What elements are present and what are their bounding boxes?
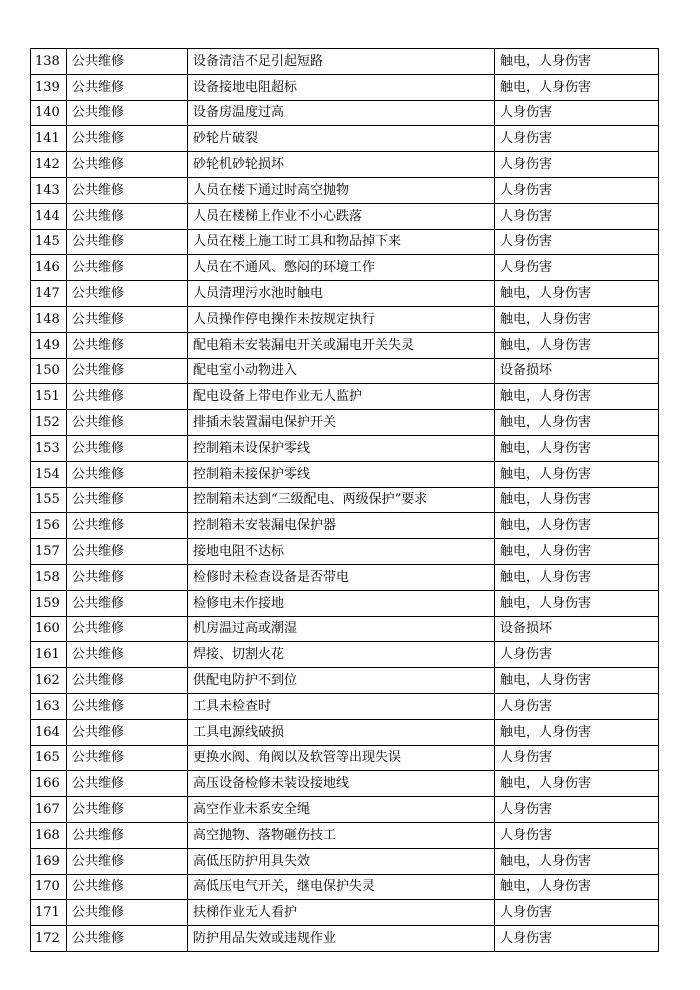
row-category: 公共维修 — [67, 306, 188, 332]
row-number: 148 — [31, 306, 67, 332]
table-row — [31, 822, 659, 848]
row-hazard: 检修时未检查设备是否带电 — [188, 564, 495, 590]
row-result: 设备损坏 — [495, 616, 659, 642]
table-row — [31, 642, 659, 668]
table-row — [31, 487, 659, 513]
hazard-table-body — [31, 49, 659, 952]
row-number: 149 — [31, 332, 67, 358]
table-row — [31, 719, 659, 745]
row-result: 触电，人身伤害 — [495, 719, 659, 745]
row-number: 157 — [31, 539, 67, 565]
row-number: 144 — [31, 203, 67, 229]
row-result: 人身伤害 — [495, 822, 659, 848]
row-result: 触电，人身伤害 — [495, 74, 659, 100]
row-hazard: 人员在不通风、憋闷的环境工作 — [188, 255, 495, 281]
row-hazard: 设备房温度过高 — [188, 100, 495, 126]
table-row — [31, 384, 659, 410]
table-row — [31, 616, 659, 642]
row-hazard: 工具电源线破损 — [188, 719, 495, 745]
row-result: 触电，人身伤害 — [495, 668, 659, 694]
table-row — [31, 590, 659, 616]
table-row — [31, 126, 659, 152]
table-row — [31, 435, 659, 461]
table-row — [31, 74, 659, 100]
row-hazard: 高空抛物、落物砸伤技工 — [188, 822, 495, 848]
row-result: 触电，人身伤害 — [495, 461, 659, 487]
row-result: 人身伤害 — [495, 926, 659, 952]
row-number: 167 — [31, 797, 67, 823]
row-hazard: 砂轮片破裂 — [188, 126, 495, 152]
row-number: 156 — [31, 513, 67, 539]
row-category: 公共维修 — [67, 229, 188, 255]
row-hazard: 机房温过高或潮湿 — [188, 616, 495, 642]
row-category: 公共维修 — [67, 152, 188, 178]
row-number: 168 — [31, 822, 67, 848]
row-hazard: 配电箱未安装漏电开关或漏电开关失灵 — [188, 332, 495, 358]
row-result: 触电，人身伤害 — [495, 848, 659, 874]
row-number: 165 — [31, 745, 67, 771]
row-category: 公共维修 — [67, 822, 188, 848]
row-number: 163 — [31, 693, 67, 719]
row-category: 公共维修 — [67, 126, 188, 152]
row-hazard: 砂轮机砂轮损坏 — [188, 152, 495, 178]
row-category: 公共维修 — [67, 203, 188, 229]
row-result: 人身伤害 — [495, 177, 659, 203]
row-number: 159 — [31, 590, 67, 616]
row-result: 触电，人身伤害 — [495, 332, 659, 358]
table-row — [31, 229, 659, 255]
table-row — [31, 539, 659, 565]
table-row — [31, 332, 659, 358]
row-category: 公共维修 — [67, 848, 188, 874]
row-hazard: 供配电防护不到位 — [188, 668, 495, 694]
row-hazard: 人员在楼梯上作业不小心跌落 — [188, 203, 495, 229]
row-category: 公共维修 — [67, 900, 188, 926]
row-category: 公共维修 — [67, 461, 188, 487]
row-number: 138 — [31, 49, 67, 75]
row-category: 公共维修 — [67, 693, 188, 719]
row-number: 154 — [31, 461, 67, 487]
row-result: 触电，人身伤害 — [495, 771, 659, 797]
row-hazard: 高压设备检修未装设接地线 — [188, 771, 495, 797]
row-category: 公共维修 — [67, 177, 188, 203]
row-category: 公共维修 — [67, 590, 188, 616]
row-hazard: 控制箱未接保护零线 — [188, 461, 495, 487]
row-hazard: 排插未装置漏电保护开关 — [188, 410, 495, 436]
row-hazard: 人员在楼上施工时工具和物品掉下来 — [188, 229, 495, 255]
row-number: 145 — [31, 229, 67, 255]
row-number: 139 — [31, 74, 67, 100]
row-category: 公共维修 — [67, 745, 188, 771]
row-result: 触电，人身伤害 — [495, 513, 659, 539]
row-result: 触电，人身伤害 — [495, 874, 659, 900]
row-hazard: 设备接地电阻超标 — [188, 74, 495, 100]
table-row — [31, 255, 659, 281]
row-hazard: 高低压防护用具失效 — [188, 848, 495, 874]
row-number: 158 — [31, 564, 67, 590]
row-number: 142 — [31, 152, 67, 178]
row-result: 人身伤害 — [495, 745, 659, 771]
table-row — [31, 668, 659, 694]
row-number: 146 — [31, 255, 67, 281]
row-hazard: 高低压电气开关，继电保护失灵 — [188, 874, 495, 900]
row-hazard: 配电室小动物进入 — [188, 358, 495, 384]
table-row — [31, 203, 659, 229]
row-hazard: 工具未检查时 — [188, 693, 495, 719]
row-number: 166 — [31, 771, 67, 797]
row-number: 151 — [31, 384, 67, 410]
row-hazard: 更换水阀、角阀以及软管等出现失误 — [188, 745, 495, 771]
row-hazard: 检修电未作接地 — [188, 590, 495, 616]
row-number: 164 — [31, 719, 67, 745]
table-row — [31, 100, 659, 126]
row-number: 160 — [31, 616, 67, 642]
row-hazard: 防护用品失效或违规作业 — [188, 926, 495, 952]
row-result: 人身伤害 — [495, 693, 659, 719]
row-category: 公共维修 — [67, 384, 188, 410]
table-row — [31, 874, 659, 900]
row-hazard: 接地电阻不达标 — [188, 539, 495, 565]
table-row — [31, 745, 659, 771]
row-result: 人身伤害 — [495, 203, 659, 229]
row-result: 人身伤害 — [495, 255, 659, 281]
row-result: 触电，人身伤害 — [495, 487, 659, 513]
table-row — [31, 358, 659, 384]
row-result: 设备损坏 — [495, 358, 659, 384]
table-row — [31, 461, 659, 487]
row-category: 公共维修 — [67, 616, 188, 642]
row-category: 公共维修 — [67, 255, 188, 281]
row-category: 公共维修 — [67, 74, 188, 100]
row-result: 人身伤害 — [495, 152, 659, 178]
table-row — [31, 900, 659, 926]
row-number: 147 — [31, 281, 67, 307]
row-result: 触电，人身伤害 — [495, 410, 659, 436]
row-hazard: 控制箱未安装漏电保护器 — [188, 513, 495, 539]
row-result: 人身伤害 — [495, 797, 659, 823]
row-number: 171 — [31, 900, 67, 926]
row-category: 公共维修 — [67, 926, 188, 952]
row-category: 公共维修 — [67, 874, 188, 900]
row-result: 触电，人身伤害 — [495, 281, 659, 307]
row-number: 150 — [31, 358, 67, 384]
row-number: 162 — [31, 668, 67, 694]
row-number: 152 — [31, 410, 67, 436]
row-number: 170 — [31, 874, 67, 900]
row-hazard: 扶梯作业无人看护 — [188, 900, 495, 926]
row-result: 触电，人身伤害 — [495, 49, 659, 75]
row-hazard: 焊接、切割火花 — [188, 642, 495, 668]
row-category: 公共维修 — [67, 797, 188, 823]
row-result: 触电，人身伤害 — [495, 306, 659, 332]
table-row — [31, 848, 659, 874]
row-category: 公共维修 — [67, 332, 188, 358]
row-result: 人身伤害 — [495, 100, 659, 126]
row-result: 人身伤害 — [495, 229, 659, 255]
row-result: 触电，人身伤害 — [495, 435, 659, 461]
row-number: 153 — [31, 435, 67, 461]
table-row — [31, 306, 659, 332]
row-number: 169 — [31, 848, 67, 874]
row-number: 172 — [31, 926, 67, 952]
row-number: 143 — [31, 177, 67, 203]
table-row — [31, 693, 659, 719]
table-row — [31, 564, 659, 590]
row-category: 公共维修 — [67, 100, 188, 126]
row-category: 公共维修 — [67, 281, 188, 307]
row-hazard: 控制箱未设保护零线 — [188, 435, 495, 461]
row-hazard: 控制箱未达到“三级配电、两级保护”要求 — [188, 487, 495, 513]
row-category: 公共维修 — [67, 539, 188, 565]
row-category: 公共维修 — [67, 358, 188, 384]
row-result: 人身伤害 — [495, 900, 659, 926]
row-result: 人身伤害 — [495, 642, 659, 668]
row-result: 触电，人身伤害 — [495, 590, 659, 616]
table-row — [31, 177, 659, 203]
table-row — [31, 49, 659, 75]
row-hazard: 高空作业未系安全绳 — [188, 797, 495, 823]
row-category: 公共维修 — [67, 719, 188, 745]
row-category: 公共维修 — [67, 771, 188, 797]
table-row — [31, 281, 659, 307]
row-result: 触电，人身伤害 — [495, 539, 659, 565]
row-hazard: 人员在楼下通过时高空抛物 — [188, 177, 495, 203]
row-number: 141 — [31, 126, 67, 152]
row-category: 公共维修 — [67, 410, 188, 436]
row-category: 公共维修 — [67, 513, 188, 539]
row-result: 触电，人身伤害 — [495, 384, 659, 410]
row-category: 公共维修 — [67, 49, 188, 75]
table-row — [31, 926, 659, 952]
row-hazard: 人员清理污水池时触电 — [188, 281, 495, 307]
row-hazard: 配电设备上带电作业无人监护 — [188, 384, 495, 410]
table-row — [31, 152, 659, 178]
hazard-table — [30, 48, 659, 952]
table-row — [31, 771, 659, 797]
row-category: 公共维修 — [67, 487, 188, 513]
row-category: 公共维修 — [67, 564, 188, 590]
table-row — [31, 513, 659, 539]
table-row — [31, 410, 659, 436]
row-result: 触电，人身伤害 — [495, 564, 659, 590]
row-number: 155 — [31, 487, 67, 513]
row-number: 140 — [31, 100, 67, 126]
row-category: 公共维修 — [67, 435, 188, 461]
row-number: 161 — [31, 642, 67, 668]
row-hazard: 设备清洁不足引起短路 — [188, 49, 495, 75]
row-hazard: 人员操作停电操作未按规定执行 — [188, 306, 495, 332]
row-category: 公共维修 — [67, 668, 188, 694]
row-result: 人身伤害 — [495, 126, 659, 152]
table-row — [31, 797, 659, 823]
row-category: 公共维修 — [67, 642, 188, 668]
